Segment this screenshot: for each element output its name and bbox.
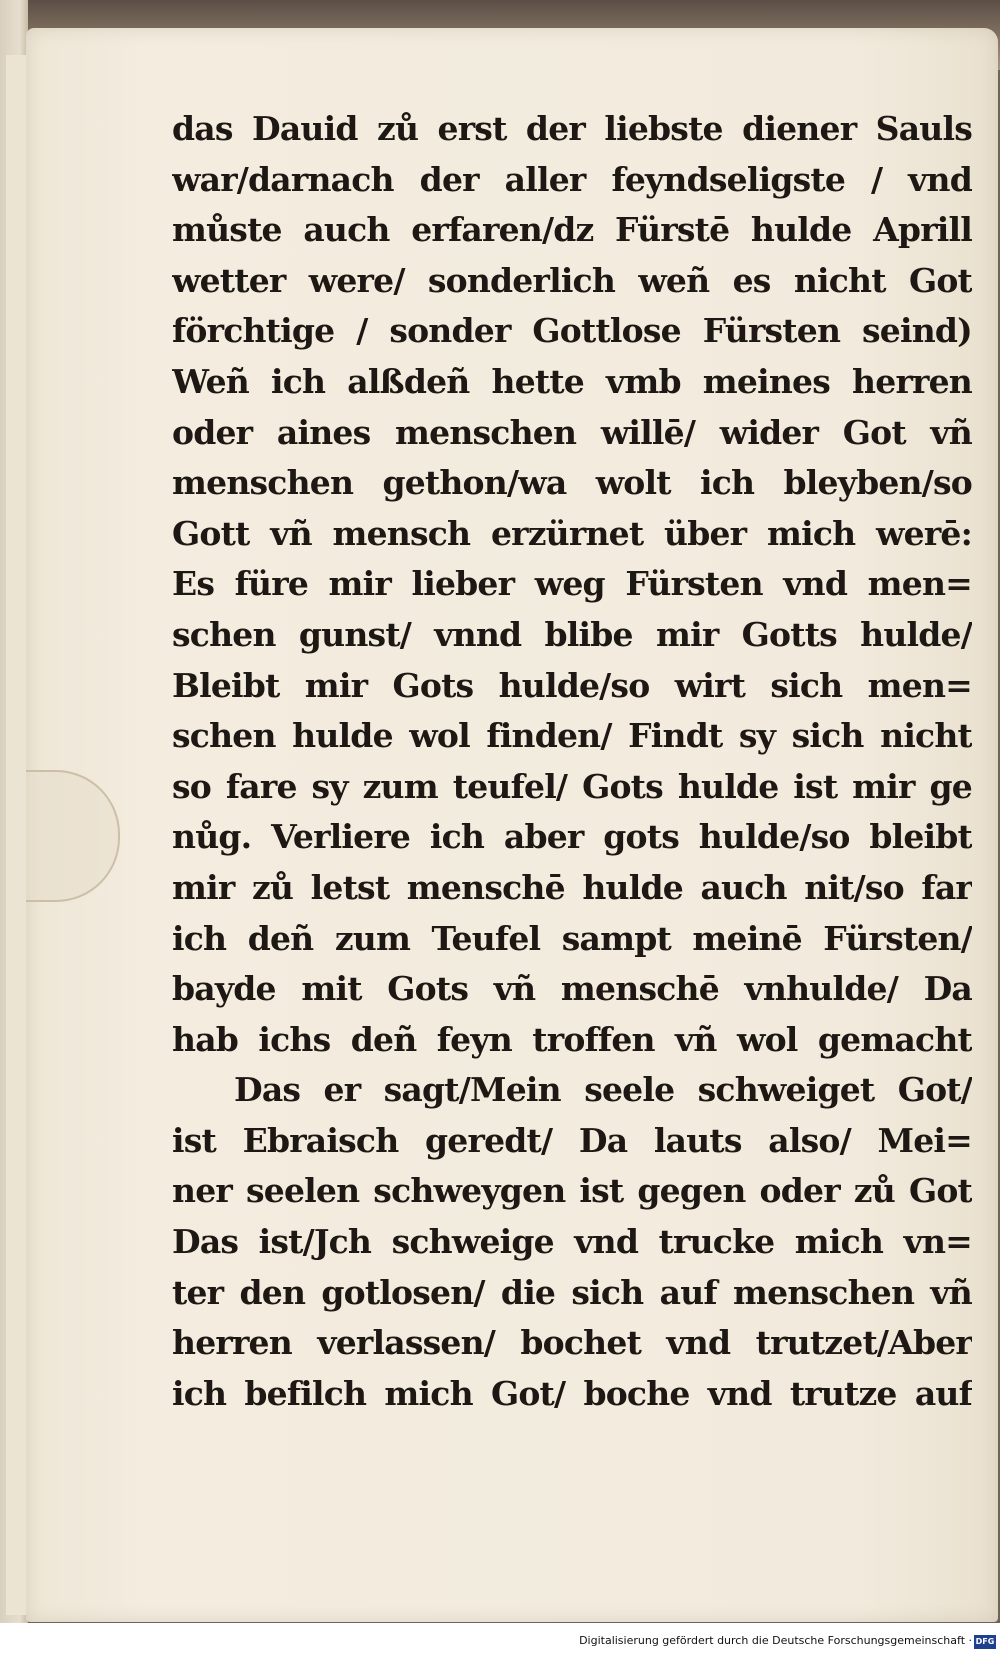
text-line: Bleibt mir Gots hulde/so wirt sich men= <box>172 665 972 705</box>
digitization-credit: Digitalisierung gefördert durch die Deutsche Forschungsgemeinschaft · <box>579 1634 972 1647</box>
footer-bar <box>0 1623 1000 1657</box>
text-line-paragraph-start: Das er sagt/Mein seele schweiget Got/ <box>234 1070 972 1110</box>
text-line: hab ichs deñ feyn troffen vñ wol gemacht <box>172 1019 972 1059</box>
text-line: schen hulde wol finden/ Findt sy sich nicht <box>172 716 972 756</box>
text-line: bayde mit Gots vñ menschē vnhulde/ Da <box>172 969 972 1009</box>
text-line: förchtige / sonder Gottlose Fürsten seind) <box>172 311 972 351</box>
text-block <box>172 104 972 1419</box>
paper-tab-mark <box>26 770 120 902</box>
text-line: menschen gethon/wa wolt ich bleyben/so <box>172 463 972 503</box>
text-line: Weñ ich alßdeñ hette vmb meines herren <box>172 361 972 401</box>
text-line: ich befilch mich Got/ boche vnd trutze auf <box>172 1373 972 1413</box>
text-line: oder aines menschen willē/ wider Got vñ <box>172 412 972 452</box>
text-line: herren verlassen/ bochet vnd trutzet/Aber <box>172 1323 972 1363</box>
text-line: můste auch erfaren/dz Fürstē hulde Aprill <box>172 210 972 250</box>
text-line: ich deñ zum Teufel sampt meinē Fürsten/ <box>172 918 972 958</box>
text-line: das Dauid zů erst der liebste diener Sauls <box>172 109 972 148</box>
text-line: war/darnach der aller feyndseligste / vnd <box>172 159 972 199</box>
text-line: Es füre mir lieber weg Fürsten vnd men= <box>172 564 972 604</box>
text-line: ter den gotlosen/ die sich auf menschen vñ <box>172 1272 972 1312</box>
text-line: Das ist/Jch schweige vnd trucke mich vn= <box>172 1222 972 1262</box>
text-line: nůg. Verliere ich aber gots hulde/so bleibt <box>172 817 972 857</box>
text-line: ist Ebraisch geredt/ Da lauts also/ Mei= <box>172 1120 972 1160</box>
dfg-logo-icon: DFG <box>974 1635 996 1649</box>
text-line: ner seelen schweygen ist gegen oder zů Got <box>172 1171 972 1211</box>
text-line: mir zů letst menschē hulde auch nit/so far <box>172 867 972 907</box>
text-line: wetter were/ sonderlich weñ es nicht Got <box>172 260 972 300</box>
text-line: Gott vñ mensch erzürnet über mich werē: <box>172 513 972 553</box>
text-line: so fare sy zum teufel/ Gots hulde ist mir ge <box>172 766 972 806</box>
text-line: schen gunst/ vnnd blibe mir Gotts hulde/ <box>172 614 972 654</box>
